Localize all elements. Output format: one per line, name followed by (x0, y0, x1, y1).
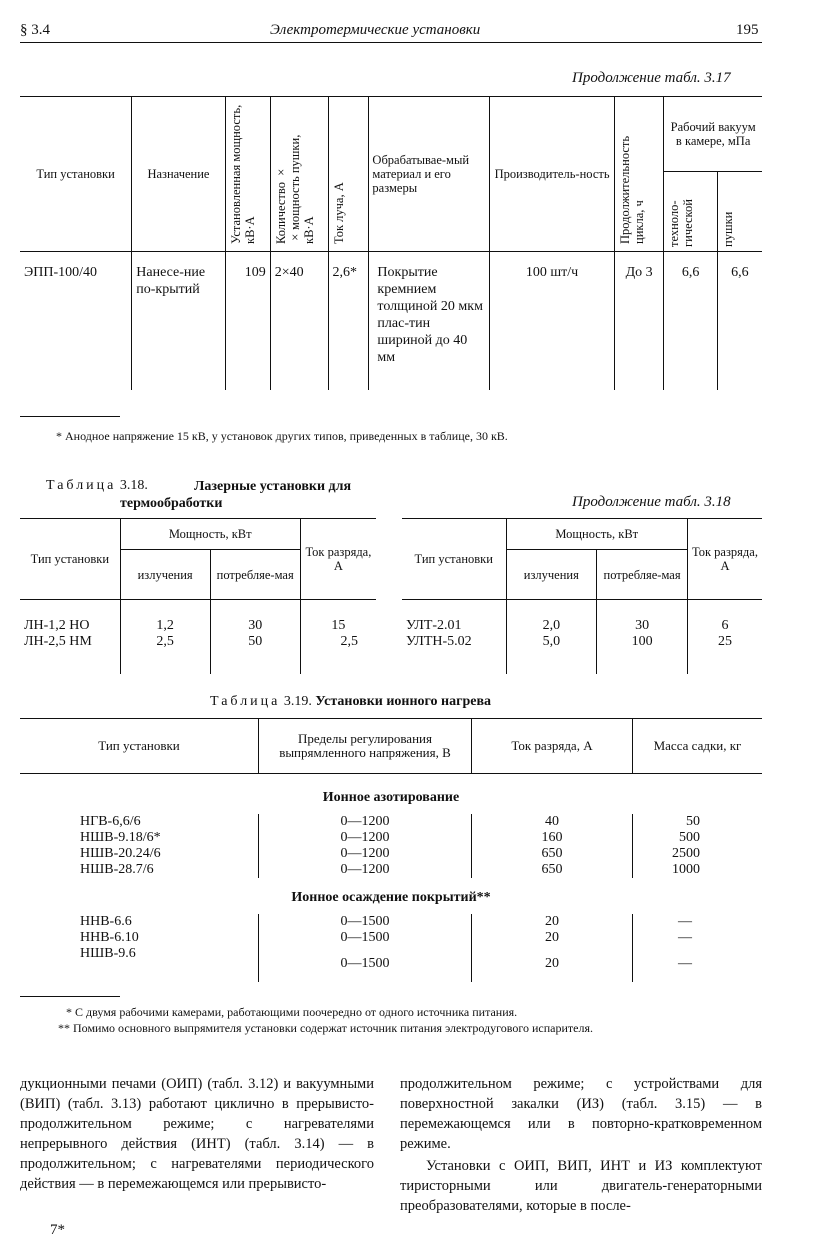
t19-current-6: 20 (472, 930, 633, 946)
t18l-con-2: 50 (210, 634, 300, 674)
t17-h-guns: Количество × ×мощность пушки, кВ·А (273, 134, 316, 244)
table-row (20, 634, 376, 674)
t17-h-type: Тип установки (36, 167, 115, 181)
t17-continuation: Продолжение табл. 3.17 (572, 70, 731, 86)
t19-footnote-2: ** Помимо основного выпрямителя установки содержат источник питания электродугового испарителя. (58, 1021, 593, 1035)
t18l-h-emission: излучения (120, 550, 210, 600)
t19-group-1: Ионное азотирование (322, 790, 460, 805)
t17-c-type: ЭПП-100/40 (24, 265, 98, 280)
t18r-h-consumed: потребляе-мая (597, 550, 688, 600)
t18r-h-type: Тип установки (414, 552, 493, 566)
t19-label: Таблица (210, 694, 281, 709)
table-3-17 (20, 96, 762, 390)
t17-h-power: Установленная мощность, кВ·А (228, 104, 257, 244)
t17-c-purpose: Нанесе-ние по-крытий (132, 252, 225, 391)
t18l-cur-2: 2,5 (300, 634, 376, 674)
t18-number: 3.18. (119, 478, 148, 493)
t19-mass-6: — (633, 930, 763, 946)
t18r-con-1: 30 (597, 600, 688, 635)
body-right-para-2: Установки с ОИП, ВИП, ИНТ и ИЗ комплектуют тиристорными или двигатель-генераторными преобразователями, которые в после- (400, 1158, 762, 1214)
t17-h-vac-gun: пушки (720, 211, 735, 247)
t18l-h-current: Ток разряда, А (300, 519, 376, 600)
t18r-type-1: УЛТ-2.01 (406, 618, 462, 633)
t18r-h-power: Мощность, кВт (506, 519, 687, 550)
t17-h-productivity: Производитель-ность (490, 97, 615, 252)
t17-c-power: 109 (225, 252, 270, 391)
t19-range-4: 0—1200 (259, 862, 472, 878)
signature-mark: 7* (50, 1222, 65, 1238)
table-row (20, 946, 762, 982)
t19-title: Установки ионного нагрева (315, 694, 492, 709)
t18r-em-1: 2,0 (506, 600, 597, 635)
t18l-h-power: Мощность, кВт (120, 519, 300, 550)
table-row (20, 914, 762, 930)
t17-footnote: * Анодное напряжение 15 кВ, у установок других типов, приведенных в таблице, 30 кВ. (56, 429, 508, 443)
t19-type-2: НШВ-9.18/6* (80, 830, 161, 845)
t18r-cur-2: 25 (687, 634, 762, 674)
table-row (20, 862, 762, 878)
t17-h-material: Обрабатывае-мый материал и его размеры (369, 97, 490, 252)
table-row (20, 930, 762, 946)
t19-type-6: ННВ-6.10 (80, 930, 139, 945)
t17-c-cycle: До 3 (615, 252, 664, 391)
table-row (20, 600, 376, 635)
t18l-h-consumed: потребляе-мая (210, 550, 300, 600)
t19-h-range: Пределы регулирования выпрямленного напряжения, В (259, 719, 472, 774)
t19-mass-5: — (633, 914, 763, 930)
t18l-type-2: ЛН-2,5 НМ (24, 634, 92, 649)
t17-c-guns: 2×40 (270, 252, 328, 391)
t18r-cur-1: 6 (687, 600, 762, 635)
t19-range-7: 0—1500 (259, 946, 472, 982)
t19-range-1: 0—1200 (259, 814, 472, 830)
t19-mass-4: 1000 (633, 862, 763, 878)
t18l-cur-1: 15 (300, 600, 376, 635)
t18r-h-emission: излучения (506, 550, 597, 600)
header-rule (20, 42, 762, 43)
t18r-con-2: 100 (597, 634, 688, 674)
t19-mass-2: 500 (633, 830, 763, 846)
t19-type-5: ННВ-6.6 (80, 914, 132, 929)
t19-current-7: 20 (472, 946, 633, 982)
t19-current-4: 650 (472, 862, 633, 878)
table-3-19 (20, 718, 762, 982)
table-row (20, 814, 762, 830)
t18r-h-current: Ток разряда, А (687, 519, 762, 600)
t19-mass-7: — (633, 946, 763, 982)
t19-footnote-1: * С двумя рабочими камерами, работающими поочередно от одного источника питания. (66, 1005, 518, 1019)
table-row (20, 846, 762, 862)
section-number: § 3.4 (20, 22, 50, 38)
body-left-column: дукционными печами (ОИП) (табл. 3.12) и вакуумными (ВИП) (табл. 3.13) работают циклично в прерывисто-продолжительном режиме; с нагревателями непрерывного действия (ИНТ) (табл. 3.14) — в продолжительном; с нагревателями периодического действия — в перемежающемся или прерывисто- (20, 1076, 374, 1192)
t18l-em-2: 2,5 (120, 634, 210, 674)
table-row (402, 600, 762, 635)
t19-range-6: 0—1500 (259, 930, 472, 946)
t19-h-current: Ток разряда, А (472, 719, 633, 774)
t17-c-productivity: 100 шт/ч (490, 252, 615, 391)
t18r-type-2: УЛТН-5.02 (406, 634, 472, 649)
t18l-em-1: 1,2 (120, 600, 210, 635)
t19-range-3: 0—1200 (259, 846, 472, 862)
footnote-rule (20, 416, 120, 417)
t19-number: 3.19. (283, 694, 312, 709)
t17-h-beam: Ток луча, А (331, 182, 346, 244)
table-row (402, 634, 762, 674)
t18l-h-type: Тип установки (30, 552, 110, 566)
t17-h-purpose: Назначение (132, 97, 225, 252)
t18l-type-1: ЛН-1,2 НО (24, 618, 90, 633)
t19-h-type: Тип установки (98, 738, 180, 753)
running-title: Электротермические установки (270, 22, 481, 38)
t19-mass-3: 2500 (633, 846, 763, 862)
t19-caption (210, 694, 491, 710)
t19-current-1: 40 (472, 814, 633, 830)
footnote-rule-2 (20, 996, 120, 997)
t17-h-vac-tech: техноло-гической (667, 198, 696, 247)
t17-c-material: Покрытие кремнием толщиной 20 мкм плас-тин шириной до 40 мм (369, 252, 490, 391)
t18r-em-2: 5,0 (506, 634, 597, 674)
t19-current-5: 20 (472, 914, 633, 930)
t17-c-vac-gun: 6,6 (717, 252, 762, 391)
table-3-18-right (402, 518, 762, 674)
t19-type-3: НШВ-20.24/6 (80, 846, 161, 861)
t19-range-2: 0—1200 (259, 830, 472, 846)
t17-c-vac-tech: 6,6 (664, 252, 718, 391)
t18-continuation: Продолжение табл. 3.18 (572, 494, 731, 510)
page-number: 195 (736, 22, 759, 38)
t17-c-beam: 2,6* (328, 252, 369, 391)
t18-title: Лазерные установки для термообработки (120, 479, 352, 511)
table-row (20, 830, 762, 846)
t17-h-cycle: Продолжительность цикла, ч (618, 135, 646, 244)
t19-type-4: НШВ-28.7/6 (80, 862, 154, 877)
t19-group-2: Ионное осаждение покрытий** (291, 890, 491, 905)
t18l-con-1: 30 (210, 600, 300, 635)
t19-current-3: 650 (472, 846, 633, 862)
t19-type-7: НШВ-9.6 (80, 946, 136, 961)
t17-h-vacuum: Рабочий вакуум в камере, мПа (664, 97, 762, 172)
t19-h-mass: Масса садки, кг (633, 719, 763, 774)
t19-range-5: 0—1500 (259, 914, 472, 930)
table-row (20, 252, 762, 391)
t18-label: Таблица (46, 478, 117, 493)
t19-mass-1: 50 (633, 814, 763, 830)
t19-type-1: НГВ-6,6/6 (80, 814, 141, 829)
t19-current-2: 160 (472, 830, 633, 846)
body-right-para-1: продолжительном режиме; с устройствами для поверхностной закалки (ИЗ) (табл. 3.15) — в перемежающемся или в повторно-кратковременном режиме. (400, 1076, 762, 1152)
table-3-18-left (20, 518, 376, 674)
